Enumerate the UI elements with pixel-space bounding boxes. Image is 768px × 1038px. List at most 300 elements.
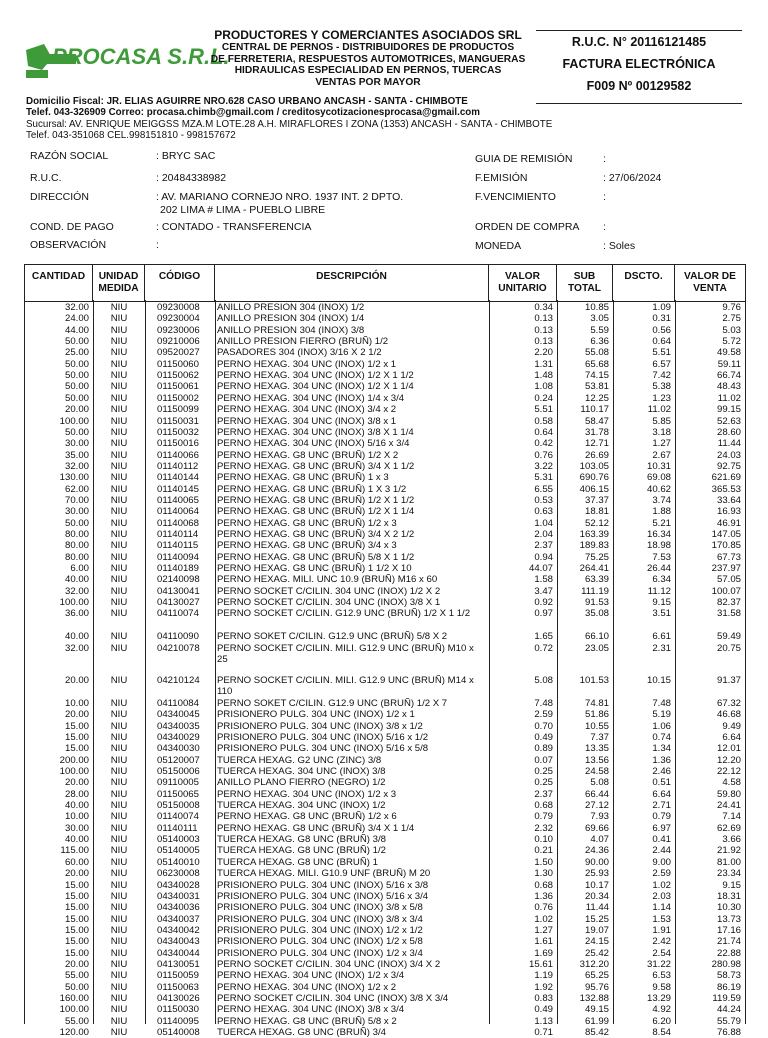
cell-descripcion: PERNO HEXAG. 304 UNC (INOX) 1/2 x 2 [217, 981, 397, 993]
cell-unidad: NIU [110, 370, 128, 382]
vencimiento-value: : [603, 191, 606, 203]
table-row [25, 438, 745, 449]
fiscal-contact: Telef. 043-326909 Correo: procasa.chimb@gmail.com / creditosycotizacionesprocasa@gmail.com [26, 107, 480, 119]
cell-subtotal: 26.69 [584, 449, 609, 461]
cell-codigo: 09230004 [157, 313, 200, 325]
cell-descuento: 0.41 [652, 834, 671, 846]
table-row [25, 586, 745, 597]
cell-codigo: 01140189 [157, 563, 199, 575]
cell-subtotal: 110.17 [580, 404, 609, 416]
table-row [25, 416, 745, 427]
cell-descuento: 2.03 [652, 890, 671, 902]
company-line: HIDRAULICAS ESPECIALIDAD EN PERNOS, TUERCAS [234, 65, 502, 76]
cell-unidad: NIU [110, 743, 128, 755]
guia-value: : [603, 153, 606, 165]
cell-valor-venta: 24.03 [716, 449, 741, 461]
cell-unidad: NIU [110, 302, 128, 313]
cell-valor-venta: 62.69 [716, 822, 741, 834]
cell-descripcion: PRISIONERO PULG. 304 UNC (INOX) 3/8 x 5/8 [217, 902, 423, 914]
cell-unidad: NIU [110, 449, 128, 461]
fiscal-address: Domicilio Fiscal: JR. ELIAS AGUIRRE NRO.628 CASO URBANO ANCASH - SANTA - CHIMBOTE [26, 96, 468, 107]
cell-descuento: 4.92 [652, 1004, 671, 1016]
cell-unidad: NIU [110, 563, 128, 575]
cell-codigo: 04210124 [157, 675, 200, 687]
cell-descuento: 1.53 [652, 913, 671, 925]
table-row [25, 574, 745, 585]
cell-cantidad: 15.00 [64, 890, 89, 902]
cell-codigo: 01140145 [157, 483, 199, 495]
cell-descuento: 5.51 [652, 347, 671, 359]
table-row [25, 880, 745, 891]
cell-cantidad: 50.00 [64, 426, 89, 438]
invoice-number: F009 Nº 00129582 [586, 79, 692, 93]
cell-cantidad: 55.00 [64, 970, 89, 982]
moneda-label: MONEDA [475, 240, 522, 252]
table-row [25, 709, 745, 720]
cell-codigo: 01150065 [157, 788, 199, 800]
cell-valor-venta: 28.60 [716, 426, 741, 438]
ruc-number: R.U.C. N° 20116121485 [571, 35, 707, 49]
cell-valor-venta: 17.16 [716, 924, 741, 936]
cell-codigo: 01140144 [157, 472, 199, 484]
cell-valor-unitario: 1.69 [534, 947, 553, 959]
cell-codigo: 04340035 [157, 720, 200, 732]
cell-unidad: NIU [110, 1027, 128, 1038]
cell-descuento: 1.27 [652, 438, 671, 450]
cell-valor-unitario: 2.37 [534, 540, 553, 552]
direccion-label: DIRECCIÓN [30, 191, 89, 203]
cell-descripcion: PERNO HEXAG. G8 UNC (BRUÑ) 3/4 X 1 1/2 [217, 460, 415, 472]
cell-cantidad: 40.00 [64, 800, 89, 812]
observacion-label: OBSERVACIÓN [30, 239, 107, 251]
cell-valor-unitario: 1.13 [534, 1015, 553, 1027]
cell-cantidad: 15.00 [64, 902, 89, 914]
table-row [25, 766, 745, 777]
cell-unidad: NIU [110, 1004, 128, 1016]
cell-cantidad: 130.00 [59, 472, 89, 484]
cell-codigo: 09230008 [157, 302, 200, 313]
cell-subtotal: 49.15 [584, 1004, 609, 1016]
cell-unidad: NIU [110, 936, 128, 948]
cell-valor-unitario: 0.13 [534, 324, 553, 336]
cell-descuento: 1.34 [652, 743, 671, 755]
cell-descripcion: PRISIONERO PULG. 304 UNC (INOX) 1/2 x 5/8 [217, 936, 423, 948]
cell-cantidad: 15.00 [64, 913, 89, 925]
cell-descripcion: PRISIONERO PULG. 304 UNC (INOX) 5/16 x 1/2 [217, 731, 429, 743]
cell-codigo: 05140003 [157, 834, 200, 846]
cell-cantidad: 50.00 [64, 370, 89, 382]
cell-cantidad: 50.00 [64, 336, 89, 348]
cell-valor-unitario: 0.25 [534, 777, 553, 789]
cell-valor-unitario: 0.34 [534, 302, 553, 313]
cell-codigo: 04340030 [157, 743, 200, 755]
cell-unidad: NIU [110, 517, 128, 529]
cell-descripcion: PERNO HEXAG. G8 UNC (BRUÑ) 3/4 X 2 1/2 [217, 529, 415, 540]
cell-cantidad: 55.00 [64, 1015, 89, 1027]
cell-valor-unitario: 0.72 [534, 642, 553, 654]
table-row [25, 370, 745, 381]
cell-valor-venta: 280.98 [711, 958, 741, 970]
cell-valor-venta: 2.75 [722, 313, 741, 325]
cell-descripcion: TUERCA HEXAG. MILI. G10.9 UNF (BRUÑ) M 20 [217, 868, 431, 880]
cell-cantidad: 30.00 [64, 506, 89, 518]
cell-cantidad: 100.00 [59, 415, 89, 427]
cell-descripcion: PERNO HEXAG. 304 UNC (INOX) 3/4 x 2 [217, 404, 397, 416]
cell-cantidad: 10.00 [64, 811, 89, 823]
cell-valor-venta: 5.03 [722, 324, 741, 336]
cell-subtotal: 7.37 [590, 731, 609, 743]
cell-subtotal: 24.36 [584, 845, 609, 857]
cell-cantidad: 15.00 [64, 936, 89, 948]
cell-valor-venta: 10.30 [716, 902, 741, 914]
table-row [25, 484, 745, 495]
cell-cantidad: 15.00 [64, 924, 89, 936]
branch-address: Sucursal: AV. ENRIQUE MEIGGSS MZA.M LOTE.28 A.H. MIRAFLORES I ZONA (1353) ANCASH - SANTA - CHIMBOTE [26, 118, 553, 130]
cell-subtotal: 312.20 [579, 958, 609, 970]
cell-valor-unitario: 0.63 [534, 506, 553, 518]
cell-valor-unitario: 0.70 [534, 720, 553, 732]
cell-descripcion: PRISIONERO PULG. 304 UNC (INOX) 5/16 x 5/8 [217, 743, 429, 755]
cell-descuento: 6.34 [652, 574, 671, 586]
cell-unidad: NIU [110, 608, 128, 620]
cell-subtotal: 65.25 [584, 970, 609, 982]
cell-descripcion: PERNO HEXAG. G8 UNC (BRUÑ) 3/4 X 1 1/4 [217, 822, 415, 834]
table-row [25, 302, 745, 313]
cell-codigo: 01150032 [157, 426, 199, 438]
cell-descuento: 16.34 [646, 529, 671, 540]
table-row [25, 552, 745, 563]
cell-descuento: 18.98 [646, 540, 671, 552]
table-row [25, 755, 745, 766]
cell-subtotal: 23.05 [584, 642, 609, 654]
cell-unidad: NIU [110, 709, 128, 721]
cell-valor-unitario: 1.50 [534, 856, 553, 868]
cell-unidad: NIU [110, 358, 128, 370]
cell-descripcion: PERNO HEXAG. G8 UNC (BRUÑ) 1/2 X 2 [217, 449, 399, 461]
cell-descuento: 9.58 [652, 981, 671, 993]
cell-subtotal: 111.19 [581, 585, 609, 597]
cell-descuento: 6.20 [652, 1015, 671, 1027]
cell-valor-unitario: 5.51 [534, 404, 553, 416]
cell-valor-unitario: 0.07 [534, 754, 553, 766]
cell-unidad: NIU [110, 642, 128, 654]
table-row [25, 698, 745, 709]
cell-codigo: 04130041 [157, 585, 200, 597]
cell-codigo: 04340029 [157, 731, 200, 743]
orden-label: ORDEN DE COMPRA [475, 221, 580, 233]
table-row [25, 540, 745, 551]
table-row [25, 1004, 745, 1015]
cell-unidad: NIU [110, 993, 128, 1004]
cell-valor-unitario: 0.89 [534, 743, 553, 755]
cell-cantidad: 25.00 [64, 347, 89, 359]
cell-descuento: 31.22 [646, 958, 671, 970]
cell-valor-venta: 23.34 [716, 868, 741, 880]
cell-codigo: 01150063 [157, 981, 199, 993]
vencimiento-label: F.VENCIMIENTO [475, 191, 556, 203]
table-row [25, 313, 745, 324]
cell-valor-venta: 82.37 [716, 597, 741, 609]
cell-subtotal: 58.47 [584, 415, 609, 427]
cell-valor-unitario: 0.10 [534, 834, 553, 846]
cell-codigo: 04110074 [157, 608, 199, 620]
cell-cantidad: 15.00 [64, 947, 89, 959]
cell-descuento: 3.51 [652, 608, 671, 620]
cell-descripcion: PERNO HEXAG. G8 UNC (BRUÑ) 5/8 X 1 1/2 [217, 551, 415, 563]
cond-pago-value: : CONTADO - TRANSFERENCIA [156, 221, 312, 233]
cell-subtotal: 75.25 [584, 551, 609, 563]
cell-valor-unitario: 15.61 [528, 958, 553, 970]
cell-unidad: NIU [110, 981, 128, 993]
logo-text: PROCASA S.R.L. [52, 44, 230, 69]
emision-label: F.EMISIÓN [475, 172, 528, 184]
cell-unidad: NIU [110, 585, 128, 597]
cell-codigo: 02140098 [157, 574, 200, 586]
cell-unidad: NIU [110, 483, 128, 495]
direccion-value-2: 202 LIMA # LIMA - PUEBLO LIBRE [160, 204, 326, 216]
cell-valor-unitario: 1.02 [534, 913, 553, 925]
cell-cantidad: 80.00 [64, 540, 89, 552]
cell-valor-venta: 99.15 [716, 404, 741, 416]
cell-codigo: 01140115 [157, 540, 199, 552]
cell-descuento: 40.62 [646, 483, 671, 495]
cell-cantidad: 10.00 [64, 697, 89, 709]
cell-codigo: 01140065 [157, 494, 199, 506]
cell-descripcion: PERNO HEXAG. 304 UNC (INOX) 1/2 x 3/4 [217, 970, 405, 982]
cell-codigo: 01150099 [157, 404, 199, 416]
cell-descripcion: PERNO SOKET C/CILIN. G12.9 UNC (BRUÑ) 1/2 X 7 [217, 697, 448, 709]
cell-subtotal: 406.15 [579, 483, 609, 495]
cell-subtotal: 69.66 [584, 822, 609, 834]
cell-valor-unitario: 0.21 [534, 845, 553, 857]
cell-descripcion: ANILLO PRESION FIERRO (BRUÑ) 1/2 [217, 336, 389, 348]
cell-cantidad: 120.00 [59, 1027, 89, 1038]
table-row [25, 450, 745, 461]
cell-descuento: 3.74 [652, 494, 671, 506]
col-header-codigo: CÓDIGO [145, 265, 215, 301]
cell-unidad: NIU [110, 697, 128, 709]
cell-cantidad: 32.00 [64, 460, 89, 472]
cell-valor-venta: 55.79 [716, 1015, 741, 1027]
cell-valor-unitario: 0.13 [534, 336, 553, 348]
cell-descripcion: PERNO HEXAG. G8 UNC (BRUÑ) 5/8 x 2 [217, 1015, 397, 1027]
cell-cantidad: 30.00 [64, 822, 89, 834]
cell-valor-venta: 59.49 [716, 631, 741, 643]
cell-descripcion: PERNO HEXAG. 304 UNC (INOX) 5/16 x 3/4 [217, 438, 410, 450]
cell-codigo: 04340028 [157, 879, 200, 891]
cell-descripcion: PERNO HEXAG. 304 UNC (INOX) 1/2 x 1 [217, 358, 397, 370]
cell-valor-venta: 22.12 [716, 766, 741, 777]
cell-codigo: 01150030 [157, 1004, 199, 1016]
cell-cantidad: 80.00 [64, 551, 89, 563]
cell-cantidad: 20.00 [64, 675, 89, 687]
cell-cantidad: 24.00 [64, 313, 89, 325]
cell-valor-unitario: 1.30 [534, 868, 553, 880]
cell-descripcion: PERNO HEXAG. G8 UNC (BRUÑ) 1 1/2 X 10 [217, 563, 412, 575]
orden-value: : [603, 221, 606, 233]
cell-unidad: NIU [110, 879, 128, 891]
cell-valor-venta: 9.76 [722, 302, 741, 313]
cell-codigo: 04340043 [157, 936, 200, 948]
table-row [25, 631, 745, 642]
cell-descuento: 5.85 [652, 415, 671, 427]
cell-cantidad: 32.00 [64, 642, 89, 654]
cell-codigo: 01140066 [157, 449, 199, 461]
cell-valor-venta: 22.88 [716, 947, 741, 959]
cell-valor-venta: 33.64 [716, 494, 741, 506]
cell-unidad: NIU [110, 404, 128, 416]
col-header-unidad: UNIDAD MEDIDA [93, 265, 145, 301]
cell-descripcion: PERNO HEXAG. G8 UNC (BRUÑ) 1/2 x 6 [217, 811, 397, 823]
cell-descripcion: PERNO HEXAG. 304 UNC (INOX) 3/8 X 1 1/4 [217, 426, 414, 438]
cell-valor-unitario: 2.59 [534, 709, 553, 721]
cell-subtotal: 61.99 [584, 1015, 609, 1027]
cell-codigo: 05140010 [157, 856, 200, 868]
table-row [25, 845, 745, 856]
cell-unidad: NIU [110, 766, 128, 777]
cell-descripcion: PERNO HEXAG. G8 UNC (BRUÑ) 1/2 X 1 1/4 [217, 506, 415, 518]
direccion-value: : AV. MARIANO CORNEJO NRO. 1937 INT. 2 DPTO. [156, 191, 404, 203]
cell-cantidad: 50.00 [64, 517, 89, 529]
cell-subtotal: 24.15 [584, 936, 609, 948]
cell-subtotal: 19.07 [584, 924, 609, 936]
cell-descripcion: PERNO HEXAG. G8 UNC (BRUÑ) 1 X 3 1/2 [217, 483, 407, 495]
cell-subtotal: 66.10 [584, 631, 609, 643]
cell-codigo: 04340042 [157, 924, 200, 936]
cell-valor-venta: 18.31 [716, 890, 741, 902]
table-row [25, 743, 745, 754]
cell-valor-unitario: 3.47 [534, 585, 553, 597]
observacion-value: : [156, 239, 159, 251]
ruc-label: R.U.C. [30, 172, 62, 184]
cell-descripcion: PERNO HEXAG. G8 UNC (BRUÑ) 1/2 X 1 1/2 [217, 494, 415, 506]
cell-descripcion: TUERCA HEXAG. G2 UNC (ZINC) 3/8 [217, 754, 382, 766]
cell-descuento: 3.18 [652, 426, 671, 438]
company-logo [22, 36, 230, 88]
cell-descripcion: PERNO HEXAG. 304 UNC (INOX) 1/2 X 1 1/4 [217, 381, 414, 393]
cell-descripcion: PERNO SOCKET C/CILIN. G12.9 UNC (BRUÑ) 1/2 X 1 1/2 [217, 608, 471, 620]
cell-descuento: 2.44 [652, 845, 671, 857]
cell-valor-unitario: 0.79 [534, 811, 553, 823]
cell-valor-venta: 6.64 [722, 731, 741, 743]
cell-descuento: 10.31 [646, 460, 671, 472]
cell-cantidad: 50.00 [64, 358, 89, 370]
cell-descripcion: PRISIONERO PULG. 304 UNC (INOX) 5/16 x 3/8 [217, 879, 429, 891]
moneda-value: : Soles [603, 240, 636, 252]
table-row [25, 608, 745, 631]
cell-descripcion: PRISIONERO PULG. 304 UNC (INOX) 3/8 x 3/4 [217, 913, 423, 925]
cell-unidad: NIU [110, 460, 128, 472]
cell-descripcion: ANILLO PRESION 304 (INOX) 3/8 [217, 324, 365, 336]
cell-descuento: 9.15 [652, 597, 671, 609]
cell-valor-venta: 86.19 [716, 981, 741, 993]
cell-descuento: 1.23 [652, 392, 671, 404]
cell-descuento: 6.57 [652, 358, 671, 370]
cell-cantidad: 50.00 [64, 981, 89, 993]
cell-cantidad: 50.00 [64, 392, 89, 404]
cell-valor-venta: 3.66 [722, 834, 741, 846]
cell-subtotal: 5.08 [590, 777, 609, 789]
cell-subtotal: 74.15 [584, 370, 609, 382]
cell-unidad: NIU [110, 902, 128, 914]
cell-descuento: 6.97 [652, 822, 671, 834]
cell-codigo: 01150031 [157, 415, 199, 427]
cell-valor-unitario: 6.55 [534, 483, 553, 495]
table-row [25, 347, 745, 358]
cell-codigo: 04340036 [157, 902, 200, 914]
cell-descripcion: ANILLO PLANO FIERRO (NEGRO) 1/2 [217, 777, 386, 789]
cell-descuento: 2.46 [652, 766, 671, 777]
cell-cantidad: 32.00 [64, 585, 89, 597]
cell-descripcion: PERNO SOCKET C/CILIN. MILI. G12.9 UNC (BRUÑ) M14 x 110 [217, 675, 474, 698]
cell-unidad: NIU [110, 392, 128, 404]
cell-descuento: 1.91 [652, 924, 671, 936]
cell-valor-venta: 44.24 [716, 1004, 741, 1016]
cell-cantidad: 30.00 [64, 438, 89, 450]
cell-unidad: NIU [110, 913, 128, 925]
cell-descripcion: TUERCA HEXAG. 304 UNC (INOX) 3/8 [217, 766, 386, 777]
cell-subtotal: 10.17 [584, 879, 609, 891]
cell-descripcion: TUERCA HEXAG. G8 UNC (BRUÑ) 1/2 [217, 845, 386, 857]
cell-codigo: 06230008 [157, 868, 200, 880]
cell-valor-venta: 52.63 [716, 415, 741, 427]
cell-cantidad: 20.00 [64, 868, 89, 880]
cell-unidad: NIU [110, 574, 128, 586]
cell-unidad: NIU [110, 415, 128, 427]
cell-descuento: 1.36 [652, 754, 671, 766]
cell-cantidad: 100.00 [59, 597, 89, 609]
cell-valor-venta: 59.11 [717, 358, 741, 370]
cell-valor-venta: 119.59 [712, 993, 741, 1004]
cell-codigo: 01150062 [157, 370, 199, 382]
table-row [25, 461, 745, 472]
cell-descuento: 1.88 [652, 506, 671, 518]
cell-descuento: 6.64 [652, 788, 671, 800]
cell-valor-unitario: 1.36 [534, 890, 553, 902]
cell-valor-unitario: 1.58 [534, 574, 553, 586]
cell-cantidad: 15.00 [64, 743, 89, 755]
cell-descripcion: ANILLO PRESION 304 (INOX) 1/2 [217, 302, 365, 313]
table-row [25, 777, 745, 788]
cell-subtotal: 13.56 [584, 754, 609, 766]
cell-cantidad: 70.00 [64, 494, 89, 506]
cell-valor-venta: 237.97 [711, 563, 741, 575]
cell-unidad: NIU [110, 731, 128, 743]
cell-valor-venta: 46.68 [716, 709, 741, 721]
guia-label: GUIA DE REMISIÓN [475, 153, 573, 165]
cell-valor-unitario: 0.97 [534, 608, 553, 620]
cell-valor-venta: 66.74 [716, 370, 741, 382]
table-row [25, 1016, 745, 1027]
table-row [25, 472, 745, 483]
cell-descuento: 2.54 [652, 947, 671, 959]
cell-valor-unitario: 2.37 [534, 788, 553, 800]
cell-unidad: NIU [110, 529, 128, 540]
cell-unidad: NIU [110, 426, 128, 438]
table-row [25, 959, 745, 970]
cell-descuento: 11.02 [647, 404, 671, 416]
cell-unidad: NIU [110, 811, 128, 823]
cell-descuento: 2.42 [652, 936, 671, 948]
cell-codigo: 04340045 [157, 709, 200, 721]
table-row [25, 811, 745, 822]
cell-subtotal: 10.55 [584, 720, 609, 732]
cell-unidad: NIU [110, 970, 128, 982]
cell-descuento: 1.09 [652, 302, 671, 313]
cell-valor-unitario: 0.24 [534, 392, 553, 404]
cell-descuento: 8.54 [652, 1027, 671, 1038]
cell-subtotal: 53.81 [584, 381, 609, 393]
